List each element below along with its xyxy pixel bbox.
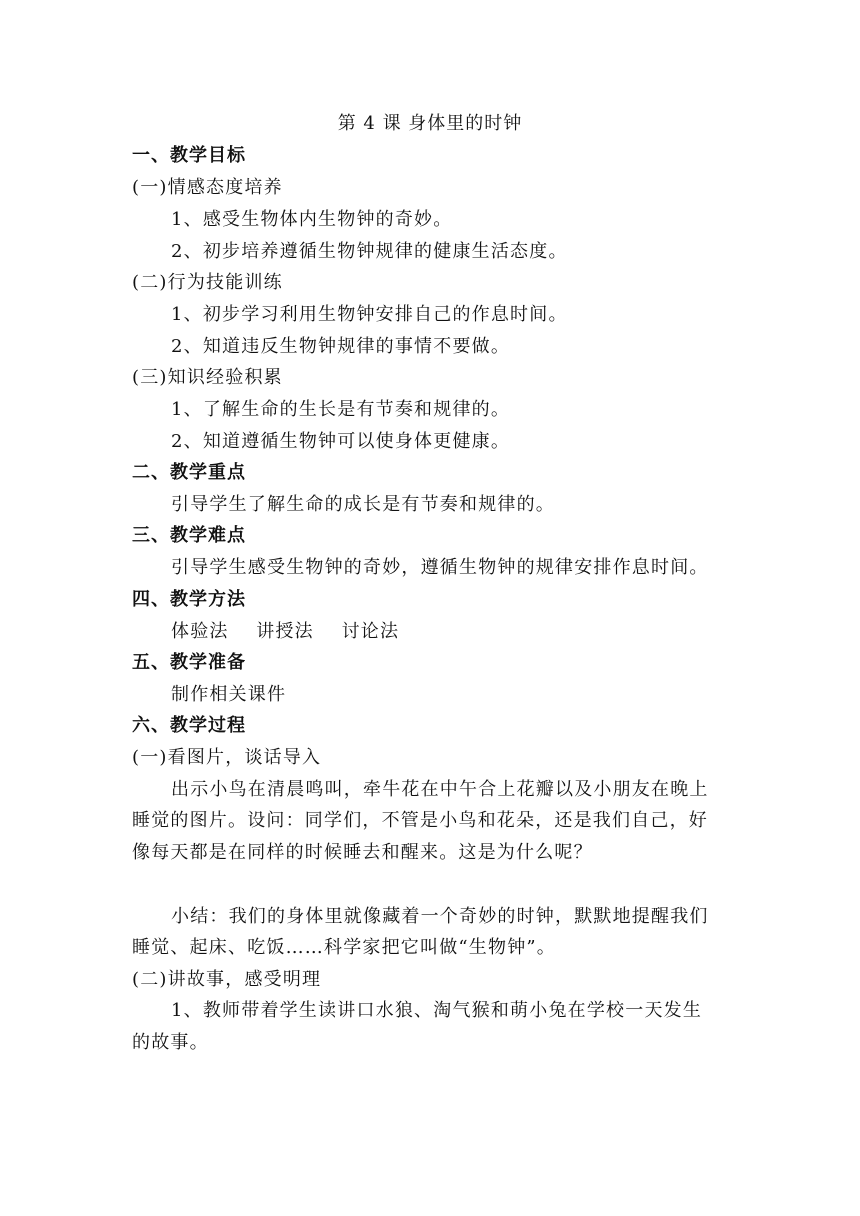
section-text: 引导学生感受生物钟的奇妙，遵循生物钟的规律安排作息时间。 bbox=[171, 557, 709, 578]
section-heading-difficulties: 三、教学难点 bbox=[132, 525, 246, 546]
paragraph-line: 睡觉的图片。设问：同学们，不管是小鸟和花朵，还是我们自己，好 bbox=[132, 810, 708, 831]
list-item: 2、知道遵循生物钟可以使身体更健康。 bbox=[171, 431, 511, 452]
list-item: 1、感受生物体内生物钟的奇妙。 bbox=[171, 209, 453, 230]
paragraph-line: 出示小鸟在清晨鸣叫，牵牛花在中午合上花瓣以及小朋友在晚上 bbox=[171, 779, 709, 800]
subheading-story: (二)讲故事，感受明理 bbox=[132, 969, 322, 990]
section-text: 体验法 讲授法 讨论法 bbox=[171, 621, 400, 642]
subheading-emotion: (一)情感态度培养 bbox=[132, 177, 283, 198]
section-text: 制作相关课件 bbox=[171, 684, 287, 705]
section-heading-key-points: 二、教学重点 bbox=[132, 462, 246, 483]
paragraph-line: 的故事。 bbox=[132, 1032, 209, 1053]
lesson-title: 第 4 课 身体里的时钟 bbox=[337, 113, 523, 134]
subheading-intro: (一)看图片，谈话导入 bbox=[132, 747, 322, 768]
paragraph-line: 小结：我们的身体里就像藏着一个奇妙的时钟，默默地提醒我们 bbox=[171, 906, 709, 927]
section-heading-methods: 四、教学方法 bbox=[132, 589, 246, 610]
section-heading-process: 六、教学过程 bbox=[132, 715, 246, 736]
list-item: 2、初步培养遵循生物钟规律的健康生活态度。 bbox=[171, 241, 568, 262]
list-item: 1、初步学习利用生物钟安排自己的作息时间。 bbox=[171, 304, 568, 325]
section-heading-objectives: 一、教学目标 bbox=[132, 145, 246, 166]
subheading-behavior: (二)行为技能训练 bbox=[132, 272, 283, 293]
section-text: 引导学生了解生命的成长是有节奏和规律的。 bbox=[171, 494, 555, 515]
list-item: 1、了解生命的生长是有节奏和规律的。 bbox=[171, 399, 511, 420]
paragraph-line: 1、教师带着学生读讲口水狼、淘气猴和萌小兔在学校一天发生 bbox=[171, 1000, 703, 1021]
list-item: 2、知道违反生物钟规律的事情不要做。 bbox=[171, 336, 511, 357]
section-heading-preparation: 五、教学准备 bbox=[132, 652, 246, 673]
paragraph-line: 像每天都是在同样的时候睡去和醒来。这是为什么呢？ bbox=[132, 842, 593, 863]
subheading-knowledge: (三)知识经验积累 bbox=[132, 367, 283, 388]
paragraph-line: 睡觉、起床、吃饭……科学家把它叫做“生物钟”。 bbox=[132, 937, 557, 958]
